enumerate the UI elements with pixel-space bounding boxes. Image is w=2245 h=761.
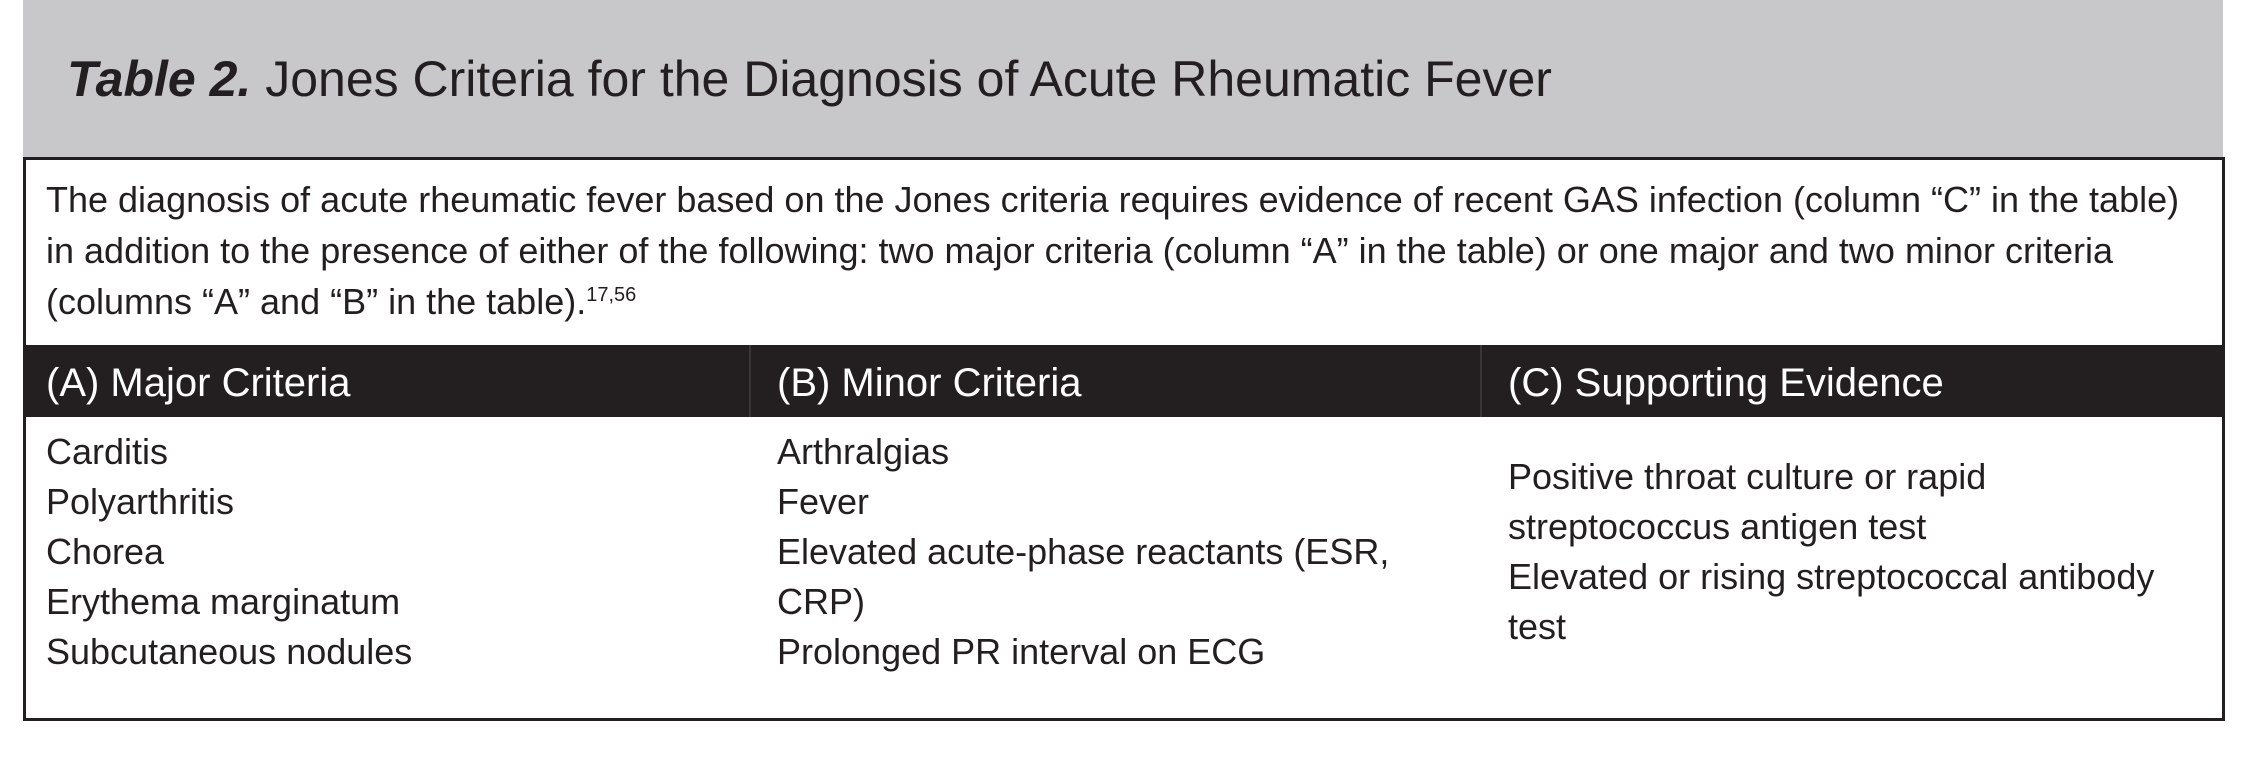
- major-criteria-list: [46, 427, 746, 677]
- criteria-table: [23, 157, 2225, 721]
- table-header-row: [26, 345, 2222, 417]
- table-intro-note: [46, 174, 2206, 327]
- list-item: Carditis: [46, 431, 169, 472]
- reference-superscript: 17,56: [586, 284, 637, 306]
- table-title-text: Jones Criteria for the Diagnosis of Acute Rheumatic Fever: [265, 51, 1552, 107]
- column-header-minor: (B) Minor Criteria: [777, 361, 1082, 405]
- minor-criteria-list: [777, 427, 1477, 677]
- list-item: Polyarthritis: [46, 481, 235, 522]
- list-item: Erythema marginatum: [46, 581, 401, 622]
- list-item: Elevated or rising streptococcal antibody test: [1508, 556, 2155, 647]
- list-item: Prolonged PR interval on ECG: [777, 631, 1266, 672]
- list-item: Positive throat culture or rapid streptococcus antigen test: [1508, 456, 1987, 547]
- header-divider: [1480, 345, 1482, 417]
- list-item: Subcutaneous nodules: [46, 631, 413, 672]
- column-header-major: (A) Major Criteria: [46, 361, 351, 405]
- column-header-supporting: (C) Supporting Evidence: [1508, 361, 1944, 405]
- list-item: Elevated acute-phase reactants (ESR, CRP): [777, 531, 1390, 622]
- header-divider: [749, 345, 751, 417]
- table-title: [67, 48, 1552, 110]
- title-band: [23, 0, 2223, 158]
- list-item: Arthralgias: [777, 431, 950, 472]
- list-item: Fever: [777, 481, 870, 522]
- table-number-label: Table 2.: [67, 51, 252, 107]
- intro-text: The diagnosis of acute rheumatic fever based on the Jones criteria requires evidence of recent GAS infection (column “C” in the table) in addition to the presence of either of the following: two major criteria (column “A” in the table) or one major and two minor criteria (columns “A” and “B” in the table).: [46, 179, 2180, 322]
- supporting-evidence-list: [1508, 452, 2168, 652]
- list-item: Chorea: [46, 531, 165, 572]
